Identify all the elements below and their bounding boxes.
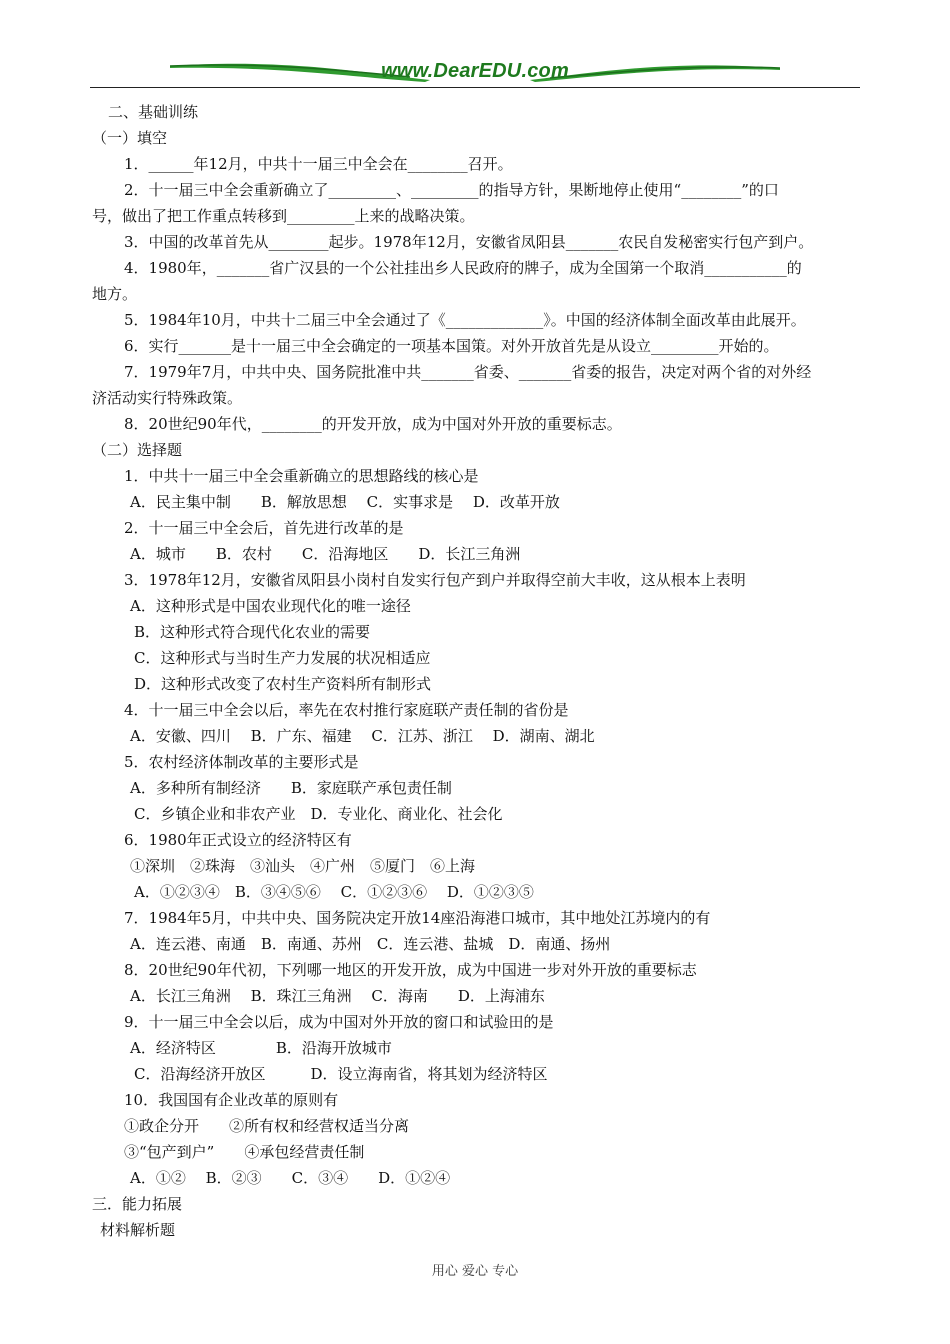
question: 4．十一届三中全会以后，率先在农村推行家庭联产责任制的省份是 (124, 701, 569, 719)
question: 1．中共十一届三中全会重新确立的思想路线的核心是 (124, 467, 479, 485)
question: 9．十一届三中全会以后，成为中国对外开放的窗口和试验田的是 (124, 1013, 554, 1031)
page-header (90, 60, 860, 90)
subsection-title: （一）填空 (92, 129, 168, 147)
text-line: 7．1979年7月，中共中央、国务院批准中共_______省委、_______省委的报告，决定对两个省的对外经 (124, 363, 812, 381)
text-line: 济活动实行特殊政策。 (92, 389, 243, 407)
header-rule (90, 87, 860, 88)
question: 3．1978年12月，安徽省凤阳县小岗村自发实行包产到户并取得空前大丰收，这从根本上表明 (124, 571, 746, 589)
text-line: 号，做出了把工作重点转移到_________上来的战略决策。 (92, 207, 475, 225)
subsection-title: 材料解析题 (100, 1221, 176, 1239)
options: A．经济特区 B．沿海开放城市 (130, 1039, 392, 1057)
choices: ①政企分开 ②所有权和经营权适当分离 (124, 1117, 410, 1135)
section-title: 二、基础训练 (108, 103, 199, 121)
question: 2．十一届三中全会后，首先进行改革的是 (124, 519, 404, 537)
option: B．这种形式符合现代化农业的需要 (134, 623, 371, 641)
options: C．乡镇企业和非农产业 D．专业化、商业化、社会化 (134, 805, 503, 823)
options: A．①②③④ B．③④⑤⑥ C．①②③⑥ D．①②③⑤ (134, 883, 534, 901)
options: C．沿海经济开放区 D．设立海南省，将其划为经济特区 (134, 1065, 548, 1083)
text-line: 地方。 (92, 285, 138, 303)
option: D．这种形式改变了农村生产资料所有制形式 (134, 675, 432, 693)
text-line: 2．十一届三中全会重新确立了_________、_________的指导方针，果断地停止使用“________”的口 (124, 181, 779, 199)
options: A．安徽、四川 B．广东、福建 C．江苏、浙江 D．湖南、湖北 (130, 727, 595, 745)
subsection-title: （二）选择题 (92, 441, 183, 459)
text-line: 6．实行_______是十一届三中全会确定的一项基本国策。对外开放首先是从设立_________开始的。 (124, 337, 779, 355)
text-line: 8．20世纪90年代，________的开发开放，成为中国对外开放的重要标志。 (124, 415, 622, 433)
question: 7．1984年5月，中共中央、国务院决定开放14座沿海港口城市，其中地处江苏境内的有 (124, 909, 711, 927)
options: A．连云港、南通 B．南通、苏州 C．连云港、盐城 D．南通、扬州 (130, 935, 611, 953)
options: A．长江三角洲 B．珠江三角洲 C．海南 D．上海浦东 (130, 987, 545, 1005)
options: A．民主集中制 B．解放思想 C．实事求是 D．改革开放 (130, 493, 560, 511)
question: 5．农村经济体制改革的主要形式是 (124, 753, 359, 771)
text-line: 3．中国的改革首先从________起步。1978年12月，安徽省凤阳县_______农民自发秘密实行包产到户。 (124, 233, 814, 251)
option: A．这种形式是中国农业现代化的唯一途径 (130, 597, 411, 615)
option: C．这种形式与当时生产力发展的状况相适应 (134, 649, 431, 667)
choices: ③“包产到户” ④承包经营责任制 (124, 1143, 365, 1161)
options: A．城市 B．农村 C．沿海地区 D．长江三角洲 (130, 545, 521, 563)
site-url-logo: www.DearEDU.com (381, 60, 569, 82)
text-line: 4．1980年，_______省广汉县的一个公社挂出乡人民政府的牌子，成为全国第一个取消___________的 (124, 259, 802, 277)
question: 10．我国国有企业改革的原则有 (124, 1091, 339, 1109)
text-line: 5．1984年10月，中共十二届三中全会通过了《_____________》。中国的经济体制全面改革由此展开。 (124, 311, 806, 329)
question: 6．1980年正式设立的经济特区有 (124, 831, 352, 849)
question: 8．20世纪90年代初，下列哪一地区的开发开放，成为中国进一步对外开放的重要标志 (124, 961, 697, 979)
options: A．多种所有制经济 B．家庭联产承包责任制 (130, 779, 452, 797)
section-title: 三．能力拓展 (92, 1195, 183, 1213)
choices: ①深圳 ②珠海 ③汕头 ④广州 ⑤厦门 ⑥上海 (130, 857, 476, 875)
options: A．①② B．②③ C．③④ D．①②④ (130, 1169, 451, 1187)
text-line: 1．______年12月，中共十一届三中全会在________召开。 (124, 155, 513, 173)
page-footer: 用心 爱心 专心 (431, 1264, 519, 1279)
